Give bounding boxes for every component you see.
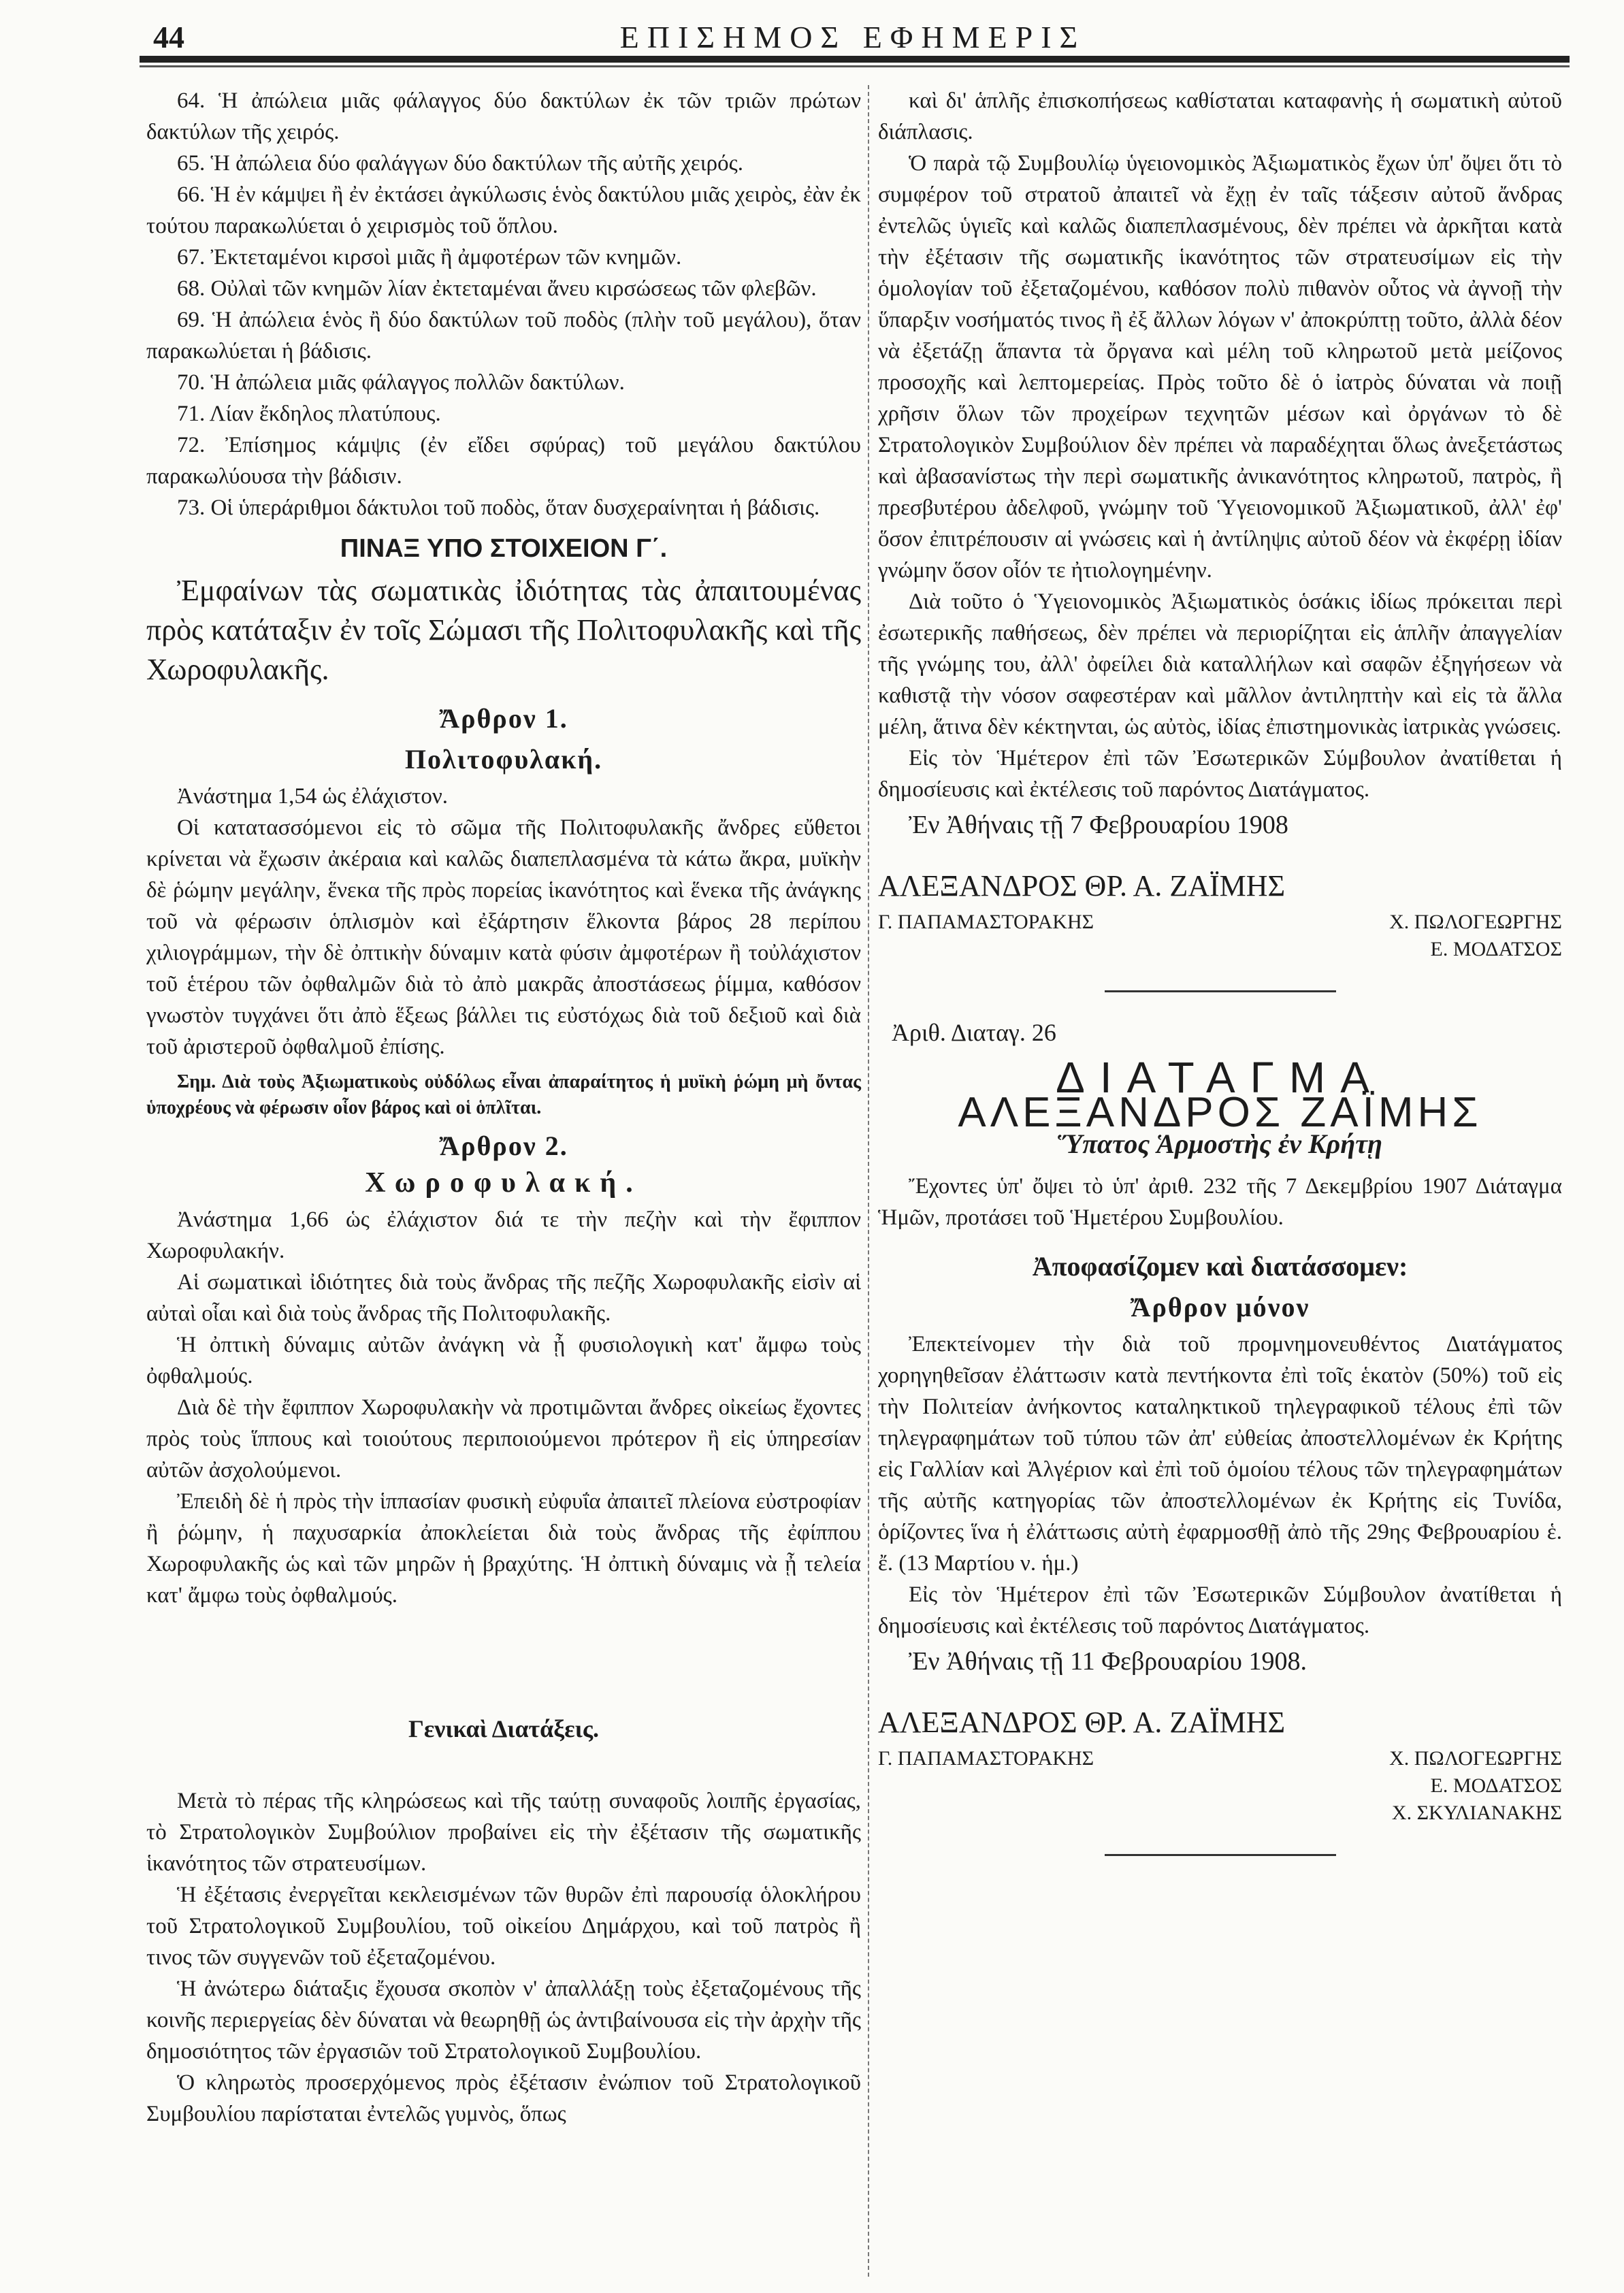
signature: ΑΛΕΞΑΝΔΡΟΣ ΘΡ. Α. ΖΑΪΜΗΣ [878,1706,1286,1739]
paragraph: Ἡ ἐξέτασις ἐνεργεῖται κεκλεισμένων τῶν θυρῶν ἐπὶ παρουσίᾳ ὁλοκλήρου τοῦ Στρατολογικοῦ Συμβουλίου, τοῦ οἰκείου Δημάρχου, καὶ τοῦ πατρὸς ἢ τινος τῶν συγγενῶν τοῦ ἐξεταζομένου. [146,1883,861,1970]
paragraph: Αἱ σωματικαὶ ἰδιότητες διὰ τοὺς ἄνδρας τῆς πεζῆς Χωροφυλακῆς εἰσὶν αἱ αὐταὶ οἷαι καὶ διὰ τοὺς ἄνδρας τῆς Πολιτοφυλακῆς. [146,1270,861,1326]
paragraph: Ἔχοντες ὑπ' ὄψει τὸ ὑπ' ἀριθ. 232 τῆς 7 Δεκεμβρίου 1907 Διάταγμα Ἡμῶν, προτάσει τοῦ Ἡμετέρου Συμβουλίου. [878,1174,1562,1230]
issuer-name: ΑΛΕΞΑΝΔΡΟΣ ΖΑΪΜΗΣ [958,1089,1482,1136]
signature-row [878,1745,1562,1772]
paragraph: Οἱ κατατασσόμενοι εἰς τὸ σῶμα τῆς Πολιτοφυλακῆς ἄνδρες εὔθετοι κρίνεται νὰ ἔχωσιν ἀκέραια καὶ καλῶς διαπεπλασμένα τὰ κάτω ἄκρα, μυϊκὴν δὲ ῥώμην μεγάλην, ἕνεκα τῆς πρὸς πορείας ἱκανότητος καὶ ἕνεκα τῆς ἀνάγκης τοῦ νὰ φέρωσιν ὁπλισμὸν καὶ ἐξάρτησιν ἕλκοντα βάρος 28 περίπου χιλιογράμμων, τὴν δὲ ὀπτικὴν δύναμιν κατὰ φύσιν ἀμφοτέρων ἢ τοὐλάχιστον τοῦ ἑτέρου τῶν ὀφθαλμῶν διὰ τὸ ἀπὸ μακρᾶς ἀποστάσεως ῥίμμα, καθόσον γνωστὸν τυγχάνει ὅτι ἀπὸ ἕξεως βάλλει τις εὐστόχως διὰ τοῦ δεξιοῦ καὶ διὰ τοῦ ἀριστεροῦ ὀφθαλμοῦ ἐπίσης. [146,815,861,1059]
signature-row [878,909,1562,936]
paragraph: Ἡ ἀνώτερω διάταξις ἔχουσα σκοπὸν ν' ἀπαλλάξῃ τοὺς ἐξεταζομένους τῆς κοινῆς περιεργείας δὲν δύναται νὰ θεωρηθῇ ὡς ἀντιβαίνουσα εἰς τὴν ἀρχὴν τῆς δημοσιότητος τῶν ἐργασιῶν τοῦ Στρατολογικοῦ Συμβουλίου. [146,1977,861,2064]
decree-number: Ἀριθ. Διαταγ. 26 [892,1019,1056,1046]
paragraph: Ἀνάστημα 1,66 ὡς ἐλάχιστον διά τε τὴν πεζὴν καὶ τὴν ἔφιππον Χωροφυλακήν. [146,1207,861,1263]
decree-title: ΔΙΑΤΑΓΜΑ [1056,1053,1384,1102]
column-divider [868,85,869,2277]
signature-secondary: Χ. ΠΩΛΟΓΕΩΡΓΗΣ [1389,911,1562,933]
list-item: 64. Ἡ ἀπώλεια μιᾶς φάλαγγος δύο δακτύλων ἐκ τῶν τριῶν πρώτων δακτύλων τῆς χειρός. [146,88,861,144]
signature-secondary: Γ. ΠΑΠΑΜΑΣΤΟΡΑΚΗΣ [878,911,1094,933]
list-item: 66. Ἡ ἐν κάμψει ἢ ἐν ἐκτάσει ἀγκύλωσις ἑνὸς δακτύλου μιᾶς χειρὸς, ἐὰν ἐκ τούτου παρακωλύεται ὁ χειρισμὸς τοῦ ὅπλου. [146,182,861,238]
page-number: 44 [153,20,184,54]
signature-secondary: Γ. ΠΑΠΑΜΑΣΤΟΡΑΚΗΣ [878,1747,1094,1770]
list-item: 65. Ἡ ἀπώλεια δύο φαλάγγων δύο δακτύλων τῆς αὐτῆς χειρός. [177,151,743,176]
paragraph: Ἐπειδὴ δὲ ἡ πρὸς τὴν ἱππασίαν φυσικὴ εὐφυΐα ἀπαιτεῖ πλείονα εὐστροφίαν ἢ ῥώμην, ἡ παχυσαρκία ἀποκλείεται διὰ τοὺς ἄνδρας τῆς ἐφίππου Χωροφυλακῆς ὡς καὶ τῶν μηρῶν ἡ βραχύτης. Ἡ ὀπτικὴ δύναμις νὰ ᾖ τελεία κατ' ἄμφω τοὺς ὀφθαλμούς. [146,1489,861,1608]
list-item: 68. Οὐλαὶ τῶν κνημῶν λίαν ἐκτεταμέναι ἄνευ κιρσώσεως τῶν φλεβῶν. [177,276,817,301]
paragraph: Εἰς τὸν Ἡμέτερον ἐπὶ τῶν Ἐσωτερικῶν Σύμβουλον ἀνατίθεται ἡ δημοσίευσις καὶ ἐκτέλεσις τοῦ παρόντος Διατάγματος. [878,1582,1562,1638]
paragraph: Διὰ τοῦτο ὁ Ὑγειονομικὸς Ἀξιωματικὸς ὁσάκις ἰδίως πρόκειται περὶ ἐσωτερικῆς παθήσεως, δὲν πρέπει νὰ περιορίζηται εἰς ἁπλῆν ἀπαγγελίαν τῆς γνώμης του, ἀλλ' ὀφείλει διὰ καταλλήλων καὶ σαφῶν ἐξηγήσεων νὰ καθιστᾷ τὴν νόσον σαφεστέραν καὶ μᾶλλον ἀντιληπτὴν καὶ εἰς τὰ ἄλλα μέλη, ἅτινα δὲν κέκτηνται, ὡς αὐτὸς, ἰδίας ἐπιστημονικὰς ἰατρικὰς γνώσεις. [878,589,1562,739]
article-subheading: Χωροφυλακή. [365,1167,643,1199]
paragraph: Ὁ παρὰ τῷ Συμβουλίῳ ὑγειονομικὸς Ἀξιωματικὸς ἔχων ὑπ' ὄψει ὅτι τὸ συμφέρον τοῦ στρατοῦ ἀπαιτεῖ νὰ ἔχῃ ἐν ταῖς τάξεσιν αὐτοῦ ἄνδρας ἐντελῶς ὑγιεῖς καὶ καλῶς διαπεπλασμένους, δὲν πρέπει νὰ ἀρκῆται κατὰ τὴν ἐξέτασιν τῆς σωματικῆς ἱκανότητος τῶν στρατευσίμων εἰς τὴν ὁμολογίαν τοῦ ἐξεταζομένου, καθόσον πολὺ πιθανὸν οὗτος νὰ ἀγνοῇ τὴν ὕπαρξιν νοσήματός τινος ἢ ἐξ ἄλλων λόγων ν' ἀποκρύπτῃ τοῦτο, ἀλλὰ δέον νὰ ἐξετάζῃ ἅπαντα τὰ ὄργανα καὶ μέλη τοῦ κληρωτοῦ μετὰ μείζονος προσοχῆς καὶ λεπτομερείας. Πρὸς τοῦτο δὲ ὁ ἰατρὸς δύναται νὰ ποιῇ χρῆσιν ὅλων τῶν προχείρων τεχνητῶν μέσων καὶ ὀργάνων τὸ δὲ Στρατολογικὸν Συμβούλιον δὲν πρέπει νὰ παραδέχηται ὅλως ἀνεξετάστως καὶ ἀβασανίστως τὴν περὶ σωματικῆς ἀνικανότητος κληρωτοῦ, πατρὸς, ἢ πρεσβυτέρου ἀδελφοῦ, γνώμην τοῦ Ὑγειονομικοῦ Ἀξιωματικοῦ, ἀλλ' ἐφ' ὅσον ἐπιτρέπουσιν αἱ γνώσεις καὶ ἡ ἀντίληψις αὐτοῦ δέον νὰ ἐκφέρῃ ἰδίαν γνώμην ὅσον οἷόν τε ἠτιολογημένην. [878,151,1562,583]
note: Σημ. Διὰ τοὺς Ἀξιωματικοὺς οὐδόλως εἶναι ἀπαραίτητος ἡ μυϊκὴ ῥώμη μὴ ὄντας ὑποχρέους νὰ φέρωσιν οἷον βάρος καὶ οἱ ὁπλῖται. [146,1071,861,1118]
divider-rule [1105,1854,1336,1856]
section-heading: ΠΙΝΑΞ ΥΠΟ ΣΤΟΙΧΕΙΟΝ Γ΄. [340,534,668,563]
article-heading: Ἄρθρον 2. [439,1131,568,1161]
signature-secondary: Ε. ΜΟΔΑΤΣΟΣ [1430,938,1562,960]
section-heading: Γενικαὶ Διατάξεις. [408,1715,600,1742]
signature-secondary: Ε. ΜΟΔΑΤΣΟΣ [1430,1774,1562,1797]
list-item: καὶ δι' ἁπλῆς ἐπισκοπήσεως καθίσταται καταφανὴς ἡ σωματικὴ αὐτοῦ διάπλασις. [878,88,1562,144]
date-line: Ἐν Ἀθήναις τῇ 11 Φεβρουαρίου 1908. [909,1647,1307,1676]
paragraph: Ἀνάστημα 1,54 ὡς ἐλάχιστον. [177,784,449,809]
article-heading: Ἄρθρον μόνον [1130,1292,1310,1322]
paragraph: Μετὰ τὸ πέρας τῆς κληρώσεως καὶ τῆς ταύτῃ συναφοῦς λοιπῆς ἐργασίας, τὸ Στρατολογικὸν Συμβούλιον προβαίνει εἰς τὴν ἐξέτασιν τῆς σωματικῆς ἱκανότητος τῶν στρατευσίμων. [146,1789,861,1876]
signature-secondary: Χ. ΣΚΥΛΙΑΝΑΚΗΣ [1391,1802,1562,1824]
paragraph: Ἐπεκτείνομεν τὴν διὰ τοῦ προμνημονευθέντος Διατάγματος χορηγηθεῖσαν ἐλάττωσιν κατὰ πεντήκοντα ἐπὶ τοῖς ἑκατὸν (50%) τοῦ εἰς τὴν Πολιτείαν ἀνήκοντος καταληκτικοῦ τηλεγραφικοῦ τέλους ἐπὶ τῶν τηλεγραφημάτων τοῦ τύπου τῶν ἀπ' εὐθείας ἀποστελλομένων ἐκ Κρήτης εἰς Γαλλίαν καὶ Ἀλγέριον καὶ ἐπὶ τοῦ ὁμοίου τέλους τῶν τηλεγραφημάτων τῆς αὐτῆς κατηγορίας τῶν ἀποστελλομένων ἐκ Κρήτης εἰς Τυνίδα, ὁρίζοντες ἵνα ἡ ἐλάττωσις αὐτὴ ἐφαρμοσθῇ ἀπὸ τῆς 29ης Φεβρουαρίου ἑ. ἔ. (13 Μαρτίου ν. ἡμ.) [878,1332,1562,1576]
article-heading: Πολιτοφυλακή. [404,744,603,775]
header-rule-thin [140,65,1570,67]
signature: ΑΛΕΞΑΝΔΡΟΣ ΘΡ. Α. ΖΑΪΜΗΣ [878,869,1286,902]
article-heading: Ἄρθρον 1. [439,703,568,734]
divider-rule [1105,990,1336,992]
paragraph: Ὁ κληρωτὸς προσερχόμενος πρὸς ἐξέτασιν ἐνώπιον τοῦ Στρατολογικοῦ Συμβουλίου παρίσταται ἐντελῶς γυμνὸς, ὅπως [146,2070,861,2126]
list-item: 73. Οἱ ὑπεράριθμοι δάκτυλοι τοῦ ποδὸς, ὅταν δυσχεραίνηται ἡ βάδισις. [177,495,820,520]
left-column [146,85,861,2130]
signature-secondary: Χ. ΠΩΛΟΓΕΩΡΓΗΣ [1389,1747,1562,1770]
paragraph: Ἡ ὀπτικὴ δύναμις αὐτῶν ἀνάγκη νὰ ᾖ φυσιολογικὴ κατ' ἄμφω τοὺς ὀφθαλμούς. [146,1333,861,1388]
list-item: 70. Ἡ ἀπώλεια μιᾶς φάλαγγος πολλῶν δακτύλων. [177,370,625,395]
list-item: 67. Ἐκτεταμένοι κιρσοὶ μιᾶς ἢ ἀμφοτέρων τῶν κνημῶν. [177,245,682,270]
right-column [878,85,1562,1881]
paragraph: Διὰ δὲ τὴν ἔφιππον Χωροφυλακὴν νὰ προτιμῶνται ἄνδρες οἰκείως ἔχοντες πρὸς τοὺς ἵππους καὶ τοιούτους περιποιούμενοι πρότερον ἢ εἰς ὑπηρεσίαν αὐτῶν ἀσχολούμενοι. [146,1395,861,1482]
list-item: 71. Λίαν ἔκδηλος πλατύπους. [177,402,441,426]
decision-heading: Ἀποφασίζομεν καὶ διατάσσομεν: [1032,1251,1408,1282]
issuer-title: Ὕπατος Ἁρμοστὴς ἐν Κρήτῃ [1058,1128,1382,1159]
header-rule [140,56,1570,63]
table-description: Ἐμφαίνων τὰς σωματικὰς ἰδιότητας τὰς ἀπαιτουμένας πρὸς κατάταξιν ἐν τοῖς Σώμασι τῆς Πολιτοφυλακῆς καὶ τῆς Χωροφυλακῆς. [146,574,861,686]
list-item: 69. Ἡ ἀπώλεια ἑνὸς ἢ δύο δακτύλων τοῦ ποδὸς (πλὴν τοῦ μεγάλου), ὅταν παρακωλύεται ἡ βάδισις. [146,308,861,363]
gazette-title: ΕΠΙΣΗΜΟΣ ΕΦΗΜΕΡΙΣ [619,20,1086,54]
paragraph: Εἰς τὸν Ἡμέτερον ἐπὶ τῶν Ἐσωτερικῶν Σύμβουλον ἀνατίθεται ἡ δημοσίευσις καὶ ἐκτέλεσις τοῦ παρόντος Διατάγματος. [878,746,1562,802]
date-line: Ἐν Ἀθήναις τῇ 7 Φεβρουαρίου 1908 [909,811,1288,839]
list-item: 72. Ἐπίσημος κάμψις (ἐν εἴδει σφύρας) τοῦ μεγάλου δακτύλου παρακωλύουσα τὴν βάδισιν. [146,433,861,489]
page-header [146,14,1559,61]
